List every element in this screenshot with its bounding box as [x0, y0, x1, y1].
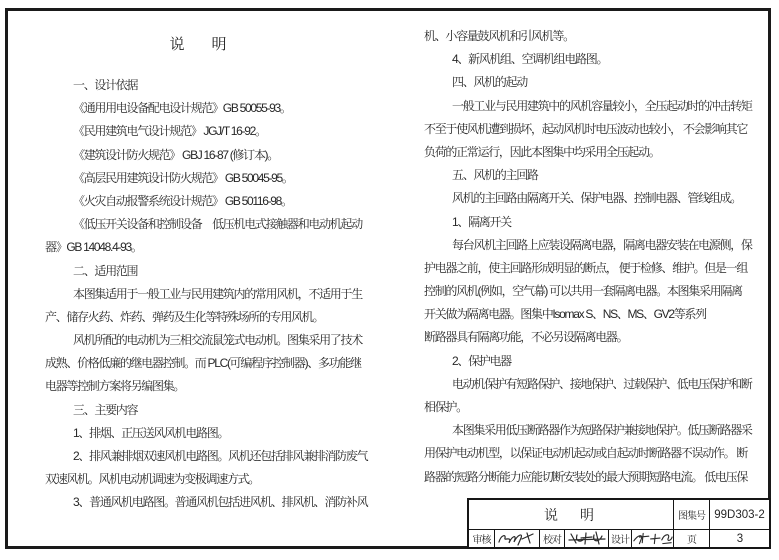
- text-line: 《建筑设计防火规范》 GBJ 16-87 (修订本)。: [73, 147, 278, 162]
- text-line: 风机的主回路由隔离开关、保护电器、控制电器、管线组成。: [452, 191, 741, 206]
- reviewer-signature-scribble: [497, 531, 537, 546]
- page-title: 说 明: [169, 36, 233, 53]
- text-line: 《火灾自动报警系统设计规范》 GB 50116-98。: [73, 193, 292, 208]
- text-line: 风机所配的电动机为三相交流鼠笼式电动机。图集采用了技术: [73, 333, 362, 348]
- text-line: 相保护。: [424, 400, 467, 414]
- page-label: 页: [673, 529, 709, 547]
- text-line: 4、新风机组、空调机组电路图。: [452, 52, 608, 67]
- checker-label: 校对: [539, 529, 564, 547]
- text-line: 电器等控制方案将另编图集。: [45, 379, 185, 394]
- checker-signature: [564, 529, 608, 547]
- text-line: 护电器之前，使主回路形成明显的断点， 便于检修、维护。但是一组: [424, 260, 748, 275]
- text-line: 《低压开关设备和控制设备 低压机电式接触器和电动机起动: [73, 217, 362, 232]
- text-line: 电动机保护有短路保护、接地保护、过载保护、低电压保护和断: [452, 376, 752, 391]
- text-line: 机、小容量鼓风机和引风机等。: [424, 29, 574, 43]
- text-line: 双速风机。风机电动机调速为变极调速方式。: [45, 472, 260, 487]
- text-line: 控制的风机(例如，空气幕) 可以共用一套隔离电器。本图集采用隔离: [424, 284, 742, 299]
- text-line: 一、设计依据: [73, 78, 138, 92]
- text-line: 二、适用范围: [73, 263, 138, 278]
- reviewer-label: 审核: [469, 529, 494, 547]
- atlas-number-value: 99D303-2: [709, 500, 769, 529]
- text-line: 产、储存火药、炸药、弹药及生化等特殊场所的专用风机。: [45, 309, 324, 324]
- title-block: [467, 498, 771, 549]
- reviewer-signature: [494, 529, 539, 547]
- designer-label: 设计: [608, 529, 631, 547]
- text-line: 五、风机的主回路: [452, 168, 538, 183]
- atlas-number-label: 图集号: [673, 500, 709, 529]
- text-line: 路器的短路分断能力应能切断安装处的最大预期短路电流。 低电压保: [424, 469, 748, 484]
- text-line: 开关做为隔离电器。图集中Isomax S、NS、MS、GV2等系列: [424, 307, 706, 322]
- designer-signature-scribble: [632, 531, 673, 546]
- text-line: 成熟、价格低廉的继电器控制。而 PLC(可编程序控制器)、多功能继: [45, 356, 361, 371]
- text-line: 1、排烟、正压送风风机电路图。: [73, 425, 229, 440]
- designer-signature: [631, 529, 673, 547]
- text-line: 断路器具有隔离功能，不必另设隔离电器。: [424, 330, 628, 345]
- text-line: 《高层民用建筑设计防火规范》 GB 50045-95。: [73, 170, 293, 185]
- text-line: 《通用用电设备配电设计规范》GB 50055-93。: [73, 101, 291, 116]
- text-line: 用保护电动机型，以保证电动机起动或自起动时断路器不误动作。 断: [424, 446, 748, 461]
- title-block-drawing-title: 说 明: [544, 506, 598, 523]
- text-line: 《民用建筑电气设计规范》 JGJ/T 16-92。: [73, 124, 266, 139]
- text-line: 2、保护电器: [452, 353, 511, 368]
- text-line: 不至于使风机遭到损坏，起动风机时电压波动也较小， 不会影响其它: [424, 121, 748, 136]
- text-line: 2、排风兼排烟双速风机电路图。风机还包括排风兼排消防废气: [73, 449, 368, 463]
- text-line: 3、普通风机电路图。普通风机包括进风机、排风机、消防补风: [73, 495, 368, 510]
- checker-signature-scribble: [567, 531, 607, 546]
- text-line: 1、隔离开关: [452, 214, 511, 229]
- text-line: 器》GB 14048.4-93。: [45, 240, 142, 255]
- text-line: 负荷的正常运行，因此本图集中均采用全压起动。: [424, 144, 660, 159]
- left-text-column: [45, 74, 368, 515]
- right-text-column: [424, 25, 766, 489]
- text-line: 本图集采用低压断路器作为短路保护兼接地保护。低压断路器采: [452, 423, 752, 438]
- text-line: 三、主要内容: [73, 402, 138, 417]
- text-line: 每台风机主回路上应装设隔离电器，隔离电器安装在电源侧，保: [452, 237, 752, 252]
- text-line: 本图集适用于一般工业与民用建筑内的常用风机，不适用于生: [73, 286, 362, 301]
- page-number: 3: [709, 529, 769, 547]
- text-line: 四、风机的起动: [452, 75, 527, 90]
- text-line: 一般工业与民用建筑中的风机容量较小，全压起动时的冲击转矩: [452, 98, 752, 113]
